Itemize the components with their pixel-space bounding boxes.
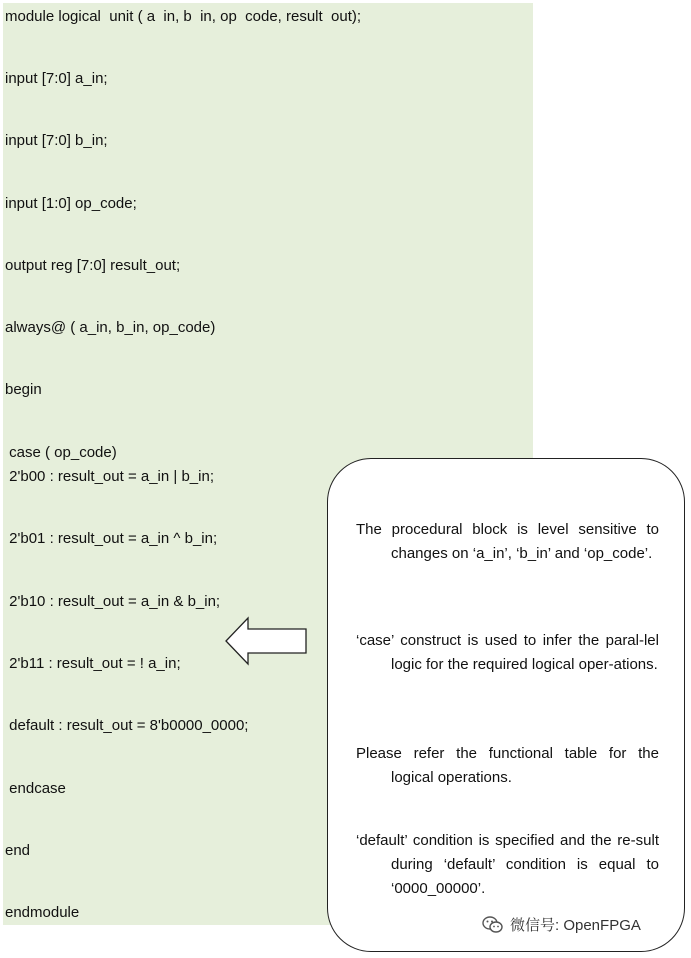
callout-note: Please refer the functional table for the logical operations. [356,745,659,786]
code-line: always@ ( a_in, b_in, op_code) [5,319,216,336]
callout-note: The procedural block is level sensitive to changes on ‘a_in’, ‘b_in’ and ‘op_code’. [356,521,659,562]
code-line: default : result_out = 8'b0000_0000; [5,717,249,734]
code-line: case ( op_code) [5,444,117,461]
annotation-callout [327,458,685,952]
code-line: begin [5,381,42,398]
code-line: 2'b10 : result_out = a_in & b_in; [5,593,221,610]
code-line: end [5,842,31,859]
code-line: 2'b11 : result_out = ! a_in; [5,655,181,672]
code-line: module logical unit ( a in, b in, op code, result out); [5,8,362,25]
wechat-icon [482,915,504,935]
watermark-text: 微信号: OpenFPGA [510,917,641,934]
watermark [482,914,641,935]
code-line: output reg [7:0] result_out; [5,257,181,274]
code-line: input [1:0] op_code; [5,195,137,212]
code-line: input [7:0] b_in; [5,132,108,149]
code-line: 2'b01 : result_out = a_in ^ b_in; [5,530,218,547]
code-line: input [7:0] a_in; [5,70,108,87]
code-line: endcase [5,780,66,797]
code-line: endmodule [5,904,80,921]
code-line: 2'b00 : result_out = a_in | b_in; [5,468,214,485]
callout-note: ‘default’ condition is specified and the re-sult during ‘default’ condition is equal to ‘0000_00000’. [356,832,659,897]
callout-note: ‘case’ construct is used to infer the paral-lel logic for the required logical oper-ations. [356,632,659,673]
left-arrow-icon [224,616,308,666]
